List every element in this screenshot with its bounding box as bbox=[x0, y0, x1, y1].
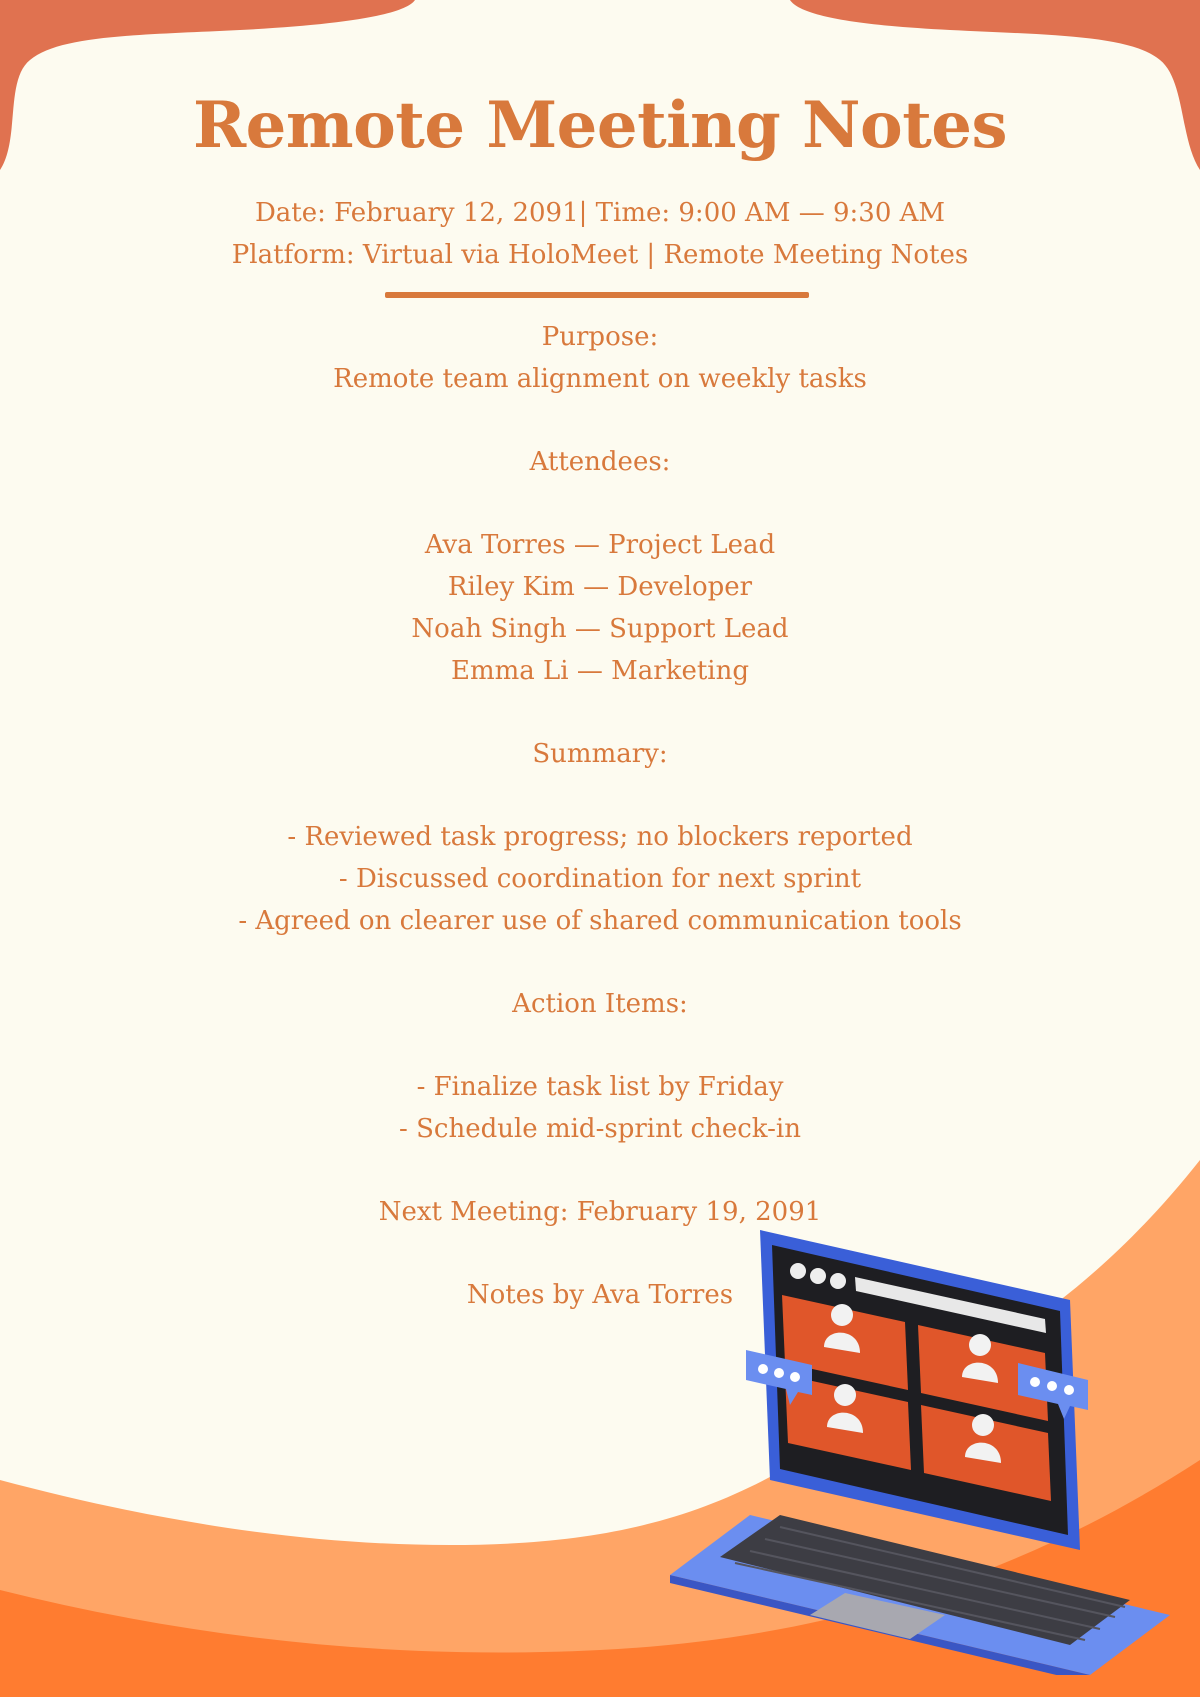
action-items-heading: Action Items: bbox=[512, 989, 688, 1019]
page-title: Remote Meeting Notes bbox=[192, 88, 1008, 163]
attendees-heading: Attendees: bbox=[529, 447, 671, 477]
meeting-date-time: Date: February 12, 2091| Time: 9:00 AM — 9:30 AM bbox=[254, 198, 946, 228]
attendee-item: Noah Singh — Support Lead bbox=[411, 614, 789, 644]
summary-item: - Agreed on clearer use of shared communication tools bbox=[238, 906, 962, 936]
summary-item: - Reviewed task progress; no blockers reported bbox=[287, 822, 913, 852]
summary-item: - Discussed coordination for next sprint bbox=[338, 864, 862, 894]
title-divider bbox=[385, 292, 809, 298]
purpose-heading: Purpose: bbox=[541, 322, 659, 352]
next-meeting: Next Meeting: February 19, 2091 bbox=[378, 1197, 822, 1227]
attendee-item: Emma Li — Marketing bbox=[450, 656, 749, 686]
action-item: - Finalize task list by Friday bbox=[416, 1072, 784, 1102]
laptop-illustration bbox=[660, 1215, 1180, 1675]
attendee-item: Ava Torres — Project Lead bbox=[424, 530, 776, 560]
meeting-platform: Platform: Virtual via HoloMeet | Remote Meeting Notes bbox=[231, 240, 969, 270]
notes-author: Notes by Ava Torres bbox=[466, 1280, 734, 1310]
purpose-text: Remote team alignment on weekly tasks bbox=[333, 364, 867, 394]
action-item: - Schedule mid-sprint check-in bbox=[399, 1114, 801, 1144]
summary-heading: Summary: bbox=[532, 739, 668, 769]
attendee-item: Riley Kim — Developer bbox=[447, 572, 753, 602]
